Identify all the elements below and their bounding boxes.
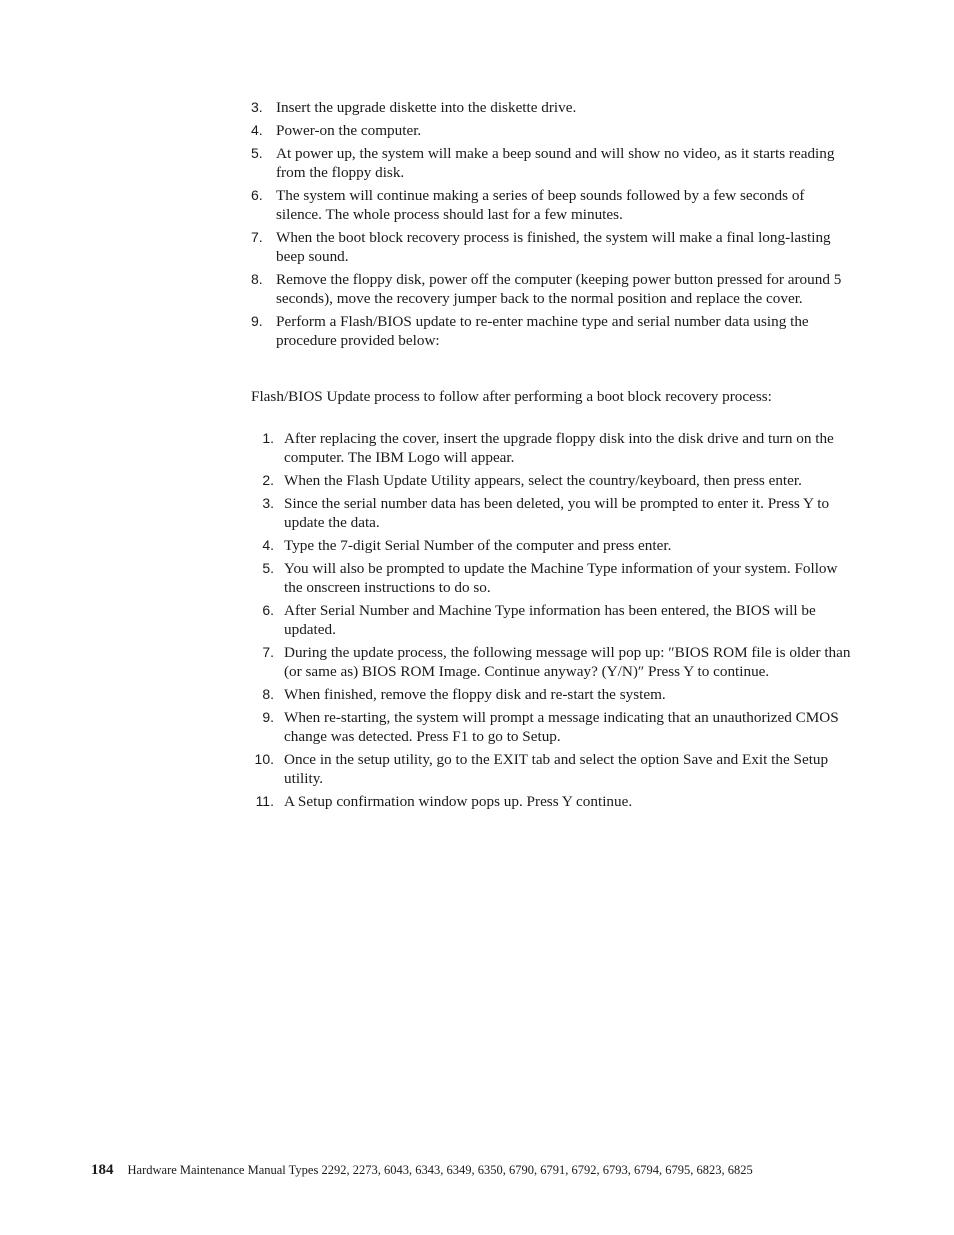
list-item xyxy=(251,471,851,490)
step-number: 7. xyxy=(262,644,274,660)
list-item xyxy=(251,98,851,117)
step-number: 3. xyxy=(262,495,274,511)
step-text: After replacing the cover, insert the upgrade floppy disk into the disk drive and turn on the computer. The IBM Logo will appear. xyxy=(284,430,834,466)
list-item xyxy=(251,643,851,681)
list-item xyxy=(251,750,851,788)
step-text: A Setup confirmation window pops up. Press Y continue. xyxy=(284,793,633,810)
step-text: Insert the upgrade diskette into the diskette drive. xyxy=(276,99,577,116)
step-number: 8. xyxy=(251,271,263,287)
step-number: 4. xyxy=(262,537,274,553)
step-text: You will also be prompted to update the Machine Type information of your system. Follow the onscreen instructions to do so. xyxy=(284,560,838,596)
step-number: 6. xyxy=(251,187,263,203)
step-number: 5. xyxy=(262,560,274,576)
flash-bios-steps-list xyxy=(251,429,851,815)
step-number: 7. xyxy=(251,229,263,245)
step-number: 9. xyxy=(262,709,274,725)
step-text: At power up, the system will make a beep sound and will show no video, as it starts reading from the floppy disk. xyxy=(276,145,835,181)
step-text: During the update process, the following message will pop up: ″BIOS ROM file is older than (or same as) BIOS ROM Image. Continue anyway? (Y/N)″ Press Y to continue. xyxy=(284,644,851,680)
step-text: Since the serial number data has been deleted, you will be prompted to enter it. Press Y to update the data. xyxy=(284,495,830,531)
list-item xyxy=(251,536,851,555)
page-footer xyxy=(91,1162,911,1179)
step-text: Perform a Flash/BIOS update to re-enter machine type and serial number data using the procedure provided below: xyxy=(276,313,809,349)
list-item xyxy=(251,186,851,224)
step-text: Power-on the computer. xyxy=(276,122,422,139)
list-item xyxy=(251,270,851,308)
step-text: Remove the floppy disk, power off the computer (keeping power button pressed for around 5 seconds), move the recovery jumper back to the normal position and replace the cover. xyxy=(276,271,842,307)
step-number: 3. xyxy=(251,99,263,115)
list-item xyxy=(251,708,851,746)
step-number: 8. xyxy=(262,686,274,702)
list-item xyxy=(251,121,851,140)
step-text: When re-starting, the system will prompt a message indicating that an unauthorized CMOS change was detected. Press F1 to go to Setup. xyxy=(284,709,839,745)
step-text: Once in the setup utility, go to the EXIT tab and select the option Save and Exit the Setup utility. xyxy=(284,751,829,787)
step-text: When the Flash Update Utility appears, select the country/keyboard, then press enter. xyxy=(284,472,802,489)
recovery-steps-list xyxy=(251,98,851,354)
step-text: After Serial Number and Machine Type information has been entered, the BIOS will be updated. xyxy=(284,602,816,638)
step-number: 9. xyxy=(251,313,263,329)
list-item xyxy=(251,228,851,266)
footer-title: Hardware Maintenance Manual Types 2292, 2273, 6043, 6343, 6349, 6350, 6790, 6791, 6792, 6793, 6794, 6795, 6823, 6825 xyxy=(127,1163,753,1177)
step-number: 6. xyxy=(262,602,274,618)
step-text: When finished, remove the floppy disk and re-start the system. xyxy=(284,686,666,703)
step-number: 1. xyxy=(262,430,274,446)
step-number: 4. xyxy=(251,122,263,138)
list-item xyxy=(251,312,851,350)
list-item xyxy=(251,685,851,704)
list-item xyxy=(251,429,851,467)
step-text: Type the 7-digit Serial Number of the computer and press enter. xyxy=(284,537,672,554)
step-text: When the boot block recovery process is finished, the system will make a final long-lasting beep sound. xyxy=(276,229,831,265)
list-item xyxy=(251,144,851,182)
list-item xyxy=(251,559,851,597)
flash-bios-intro-paragraph: Flash/BIOS Update process to follow after performing a boot block recovery process: xyxy=(251,388,772,405)
step-number: 5. xyxy=(251,145,263,161)
page-number: 184 xyxy=(91,1162,114,1178)
list-item xyxy=(251,494,851,532)
list-item xyxy=(251,792,851,811)
step-number: 2. xyxy=(262,472,274,488)
step-number: 11. xyxy=(255,793,274,809)
step-number: 10. xyxy=(254,751,274,767)
step-text: The system will continue making a series of beep sounds followed by a few seconds of silence. The whole process should last for a few minutes. xyxy=(276,187,805,223)
list-item xyxy=(251,601,851,639)
